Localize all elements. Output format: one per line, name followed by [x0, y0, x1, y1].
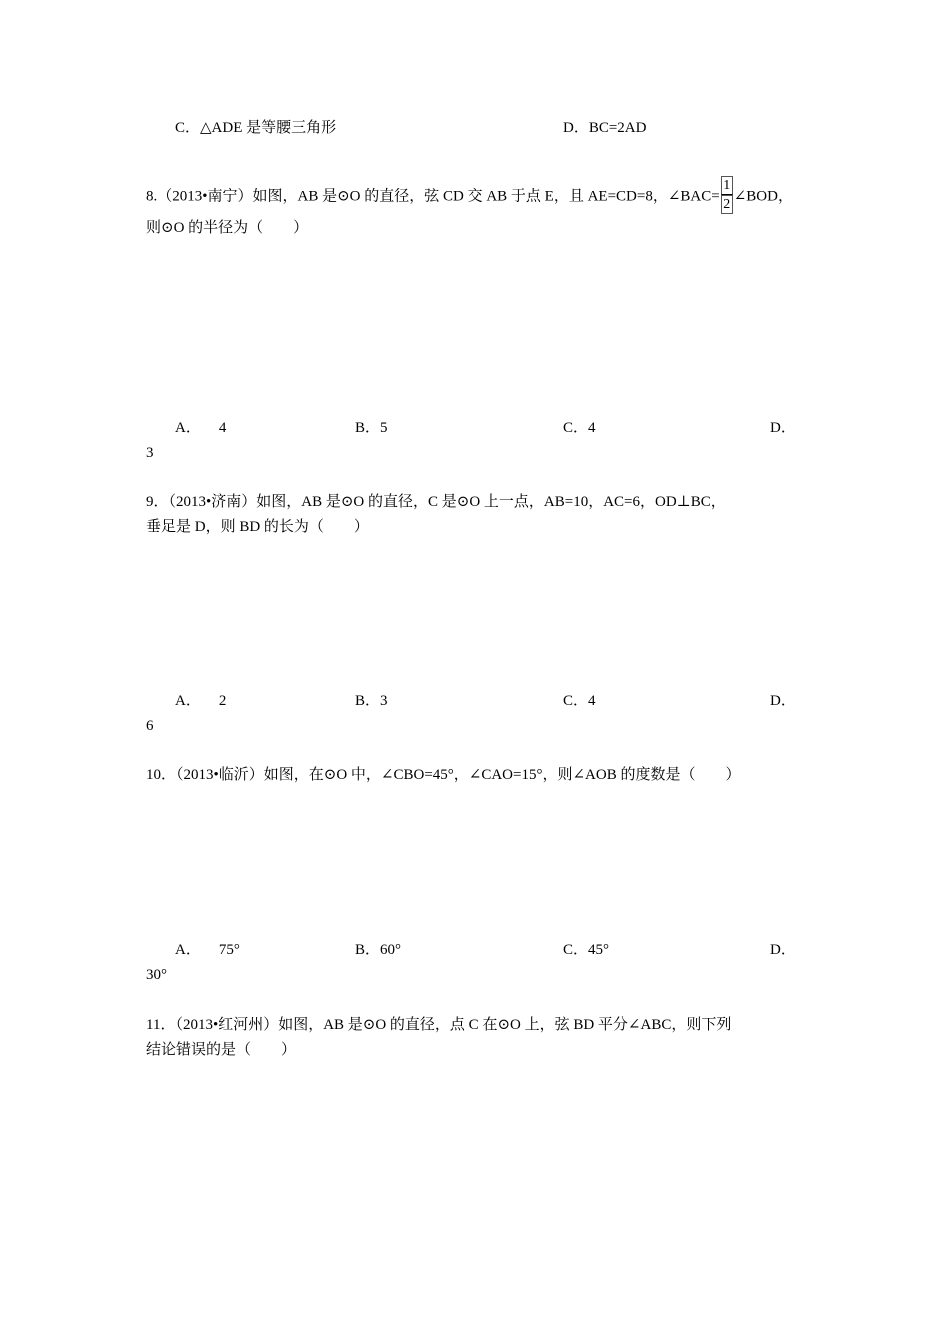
option-a-label: A． — [175, 693, 201, 709]
option-a-q9 — [175, 691, 226, 711]
fraction-one-half — [721, 176, 733, 214]
option-a-q8 — [175, 418, 226, 438]
option-c-q7: C．△ADE 是等腰三角形 — [175, 120, 337, 136]
fraction-denominator: 2 — [721, 195, 733, 214]
option-d-q10: D． — [770, 942, 796, 958]
option-d-q7: D．BC=2AD — [563, 120, 647, 136]
option-d-value-q10: 30° — [146, 967, 167, 983]
option-c-q9: C．4 — [563, 693, 596, 709]
option-a-label: A． — [175, 942, 201, 958]
option-c-q10: C．45° — [563, 942, 610, 958]
option-d-q8: D． — [770, 420, 796, 436]
option-b-q8: B．5 — [355, 420, 388, 436]
option-d-value-q9: 6 — [146, 718, 154, 734]
option-a-value: 2 — [218, 693, 227, 709]
option-d-value-q8: 3 — [146, 445, 154, 461]
option-a-value: 4 — [218, 420, 227, 436]
option-a-value: 75° — [218, 942, 240, 958]
question-9-line-1: 9．（2013•济南）如图，AB 是⊙O 的直径，C 是⊙O 上一点，AB=10，AC=6，OD⊥BC， — [146, 494, 726, 510]
question-11-line-1: 11．（2013•红河州）如图，AB 是⊙O 的直径，点 C 在⊙O 上，弦 BD 平分∠ABC，则下列 — [146, 1017, 732, 1033]
option-b-q10: B．60° — [355, 942, 402, 958]
question-8-line-1 — [146, 178, 793, 216]
question-9-line-2: 垂足是 D，则 BD 的长为（ ） — [146, 519, 369, 535]
option-a-label: A． — [175, 420, 201, 436]
option-a-q10 — [175, 940, 240, 960]
option-c-q8: C．4 — [563, 420, 596, 436]
option-b-q9: B．3 — [355, 693, 388, 709]
question-11-line-2: 结论错误的是（ ） — [146, 1042, 297, 1058]
option-d-q9: D． — [770, 693, 796, 709]
question-8-text-a: 8.（2013•南宁）如图，AB 是⊙O 的直径，弦 CD 交 AB 于点 E，且 AE=CD=8，∠BAC= — [146, 188, 720, 205]
fraction-numerator: 1 — [721, 176, 733, 195]
question-10-line-1: 10．（2013•临沂）如图，在⊙O 中，∠CBO=45°，∠CAO=15°，则∠AOB 的度数是（ ） — [146, 767, 741, 783]
question-8-text-b: ∠BOD， — [733, 188, 793, 205]
question-8-line-2: 则⊙O 的半径为（ ） — [146, 220, 309, 236]
